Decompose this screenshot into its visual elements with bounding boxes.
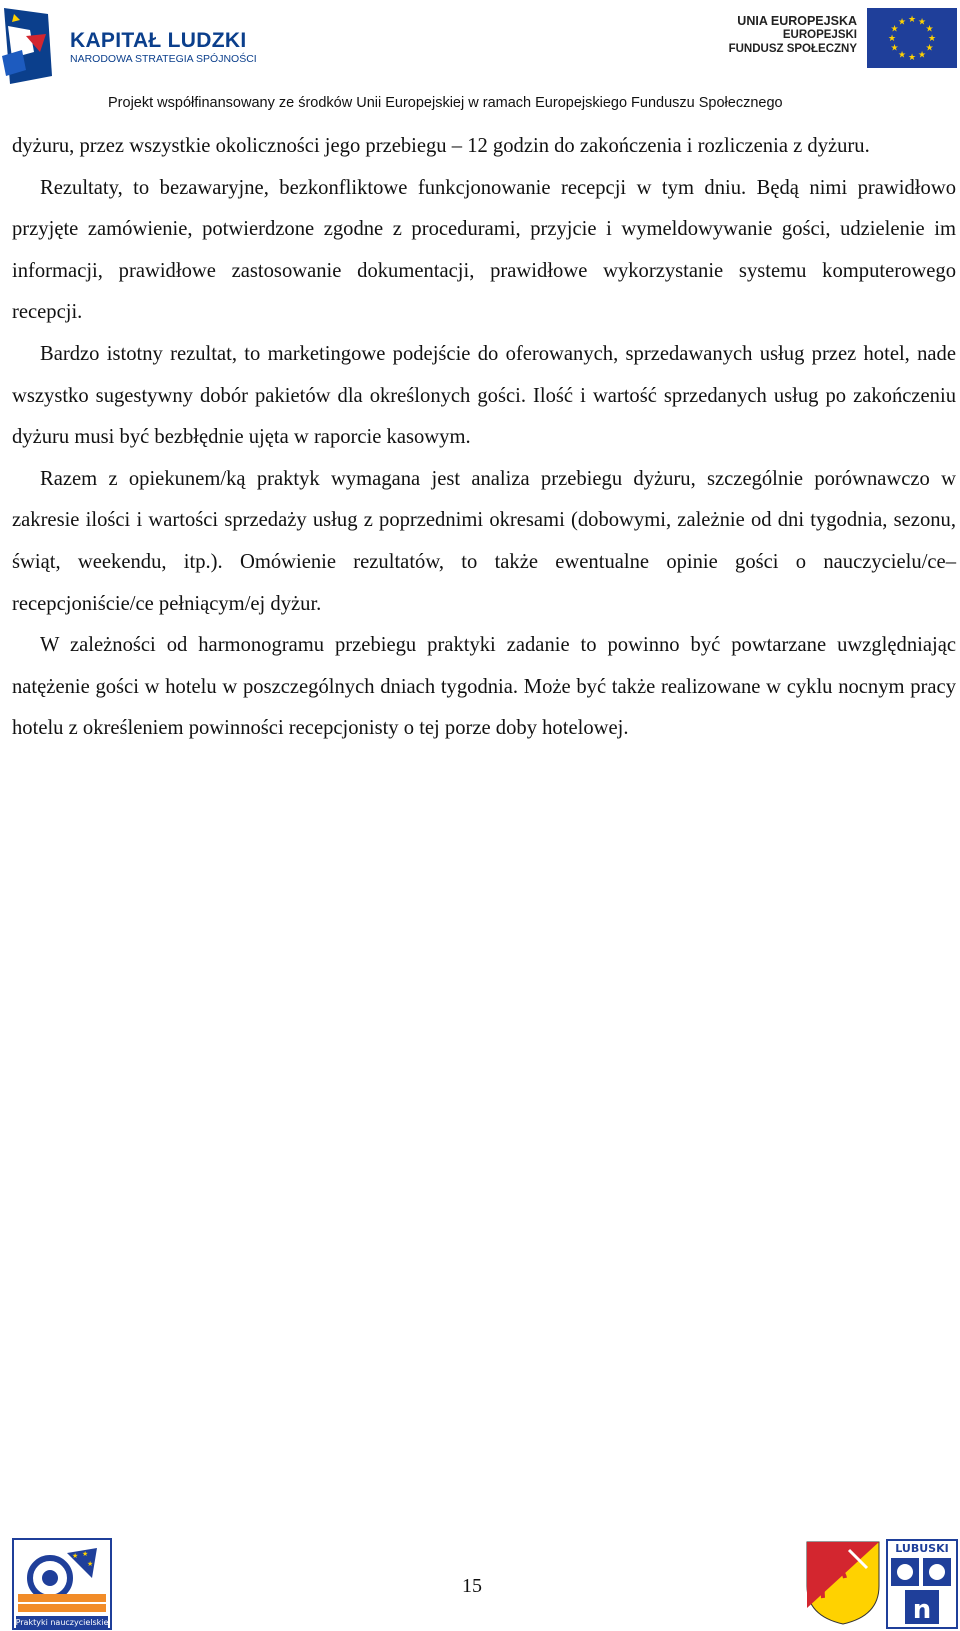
praktyki-nauczycielskie-logo-icon [12, 1538, 112, 1630]
eu-line-2: EUROPEJSKI [782, 29, 857, 41]
svg-text:★: ★ [907, 53, 917, 63]
kapital-ludzki-subtitle: NARODOWA STRATEGIA SPÓJNOŚCI [70, 53, 257, 65]
lubuski-label: LUBUSKI [895, 1542, 949, 1555]
paragraph-3: Bardzo istotny rezultat, to marketingowe podejście do oferowanych, sprzedawanych usług przez hotel, nade wszystko sugestywny dobór pakietów dla określonych gości. Ilość i wartość sprzedanych usług po zakończeniu dyżuru musi być bezbłędnie ujęta w raporcie kasowym. [12, 342, 956, 449]
svg-text:★: ★ [917, 50, 927, 61]
lubuski-logo-icon [885, 1538, 959, 1630]
svg-text:★: ★ [925, 43, 934, 54]
paragraph-1: dyżuru, przez wszystkie okoliczności jego przebiegu – 12 godzin do zakończenia i rozliczenia z dyżuru. [12, 135, 870, 157]
eu-flag-icon [867, 8, 957, 68]
paragraph-2: Rezultaty, to bezawaryjne, bezkonfliktowe funkcjonowanie recepcji w tym dniu. Będą nimi prawidłowo przyjęte zamówienie, potwierdzone zgodne z procedurami, przyjcie i wymeldowywanie gości, udzielenie im informacji, prawidłowe zastosowanie dokumentacji, prawidłowe wykorzystanie systemu komputerowego recepcji. [12, 176, 956, 324]
svg-text:★: ★ [917, 17, 927, 28]
paragraph-4: Razem z opiekunem/ką praktyk wymagana jest analiza przebiegu dyżuru, szczególnie porównawczo w zakresie ilości i wartości sprzedaży usług z poprzednimi okresami (dobowymi, zależnie od dni tygodnia, sezonu, świąt, weekendu, itp.). Omówienie rezultatów, to także ewentualne opinie gości o nauczycielu/ce–recepcjoniście/ce pełniącym/ej dyżur. [12, 467, 956, 615]
lubuskie-crest-icon [803, 1538, 883, 1626]
kapital-ludzki-title: KAPITAŁ LUDZKI [70, 29, 247, 52]
svg-text:★: ★ [897, 17, 907, 28]
svg-text:n: n [912, 1595, 932, 1625]
svg-text:★: ★ [925, 24, 934, 35]
svg-text:★: ★ [887, 34, 897, 44]
svg-text:★: ★ [890, 43, 899, 54]
paragraph-5: W zależności od harmonogramu przebiegu praktyki zadanie to powinno być powtarzane uwzględniając natężenie gości w hotelu w poszczególnych dniach tygodnia. Może być także realizowane w cyklu nocnym pracy hotelu z określeniem powinności recepcjonisty o tej porze doby hotelowej. [12, 634, 956, 740]
svg-text:★: ★ [72, 1552, 79, 1560]
document-body [12, 126, 956, 750]
cofinancing-note: Projekt współfinansowany ze środków Unii Europejskiej w ramach Europejskiego Funduszu Społecznego [108, 95, 783, 111]
eu-line-1: UNIA EUROPEJSKA [737, 14, 857, 28]
svg-text:★: ★ [927, 34, 937, 44]
eu-line-3: FUNDUSZ SPOŁECZNY [728, 43, 857, 55]
kapital-ludzki-wordmark [70, 30, 257, 66]
svg-text:★: ★ [907, 15, 917, 25]
svg-text:★: ★ [897, 50, 907, 61]
svg-text:★: ★ [87, 1560, 94, 1568]
svg-text:★: ★ [890, 24, 899, 35]
praktyki-caption: Praktyki nauczycielskie [15, 1618, 109, 1627]
kapital-ludzki-logo-icon [0, 6, 56, 86]
page-number: 15 [462, 1575, 482, 1597]
svg-text:★: ★ [82, 1550, 89, 1558]
eu-wordmark [729, 14, 857, 56]
